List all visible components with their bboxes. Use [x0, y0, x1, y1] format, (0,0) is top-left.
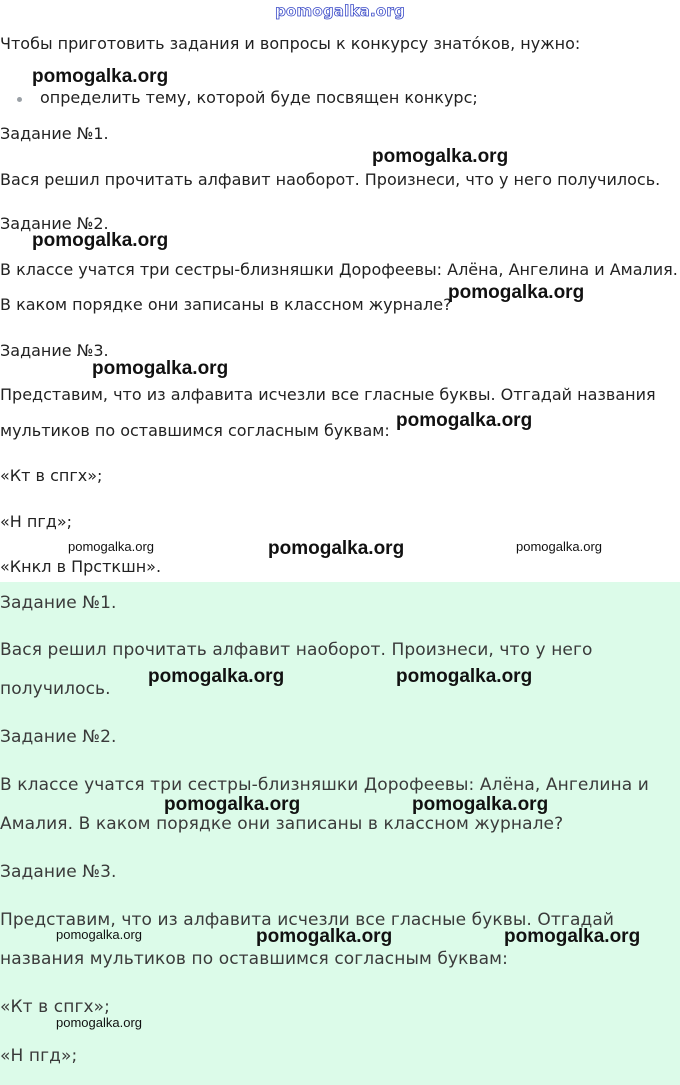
cartoon-3: «Кнкл в Прсткшн».: [0, 557, 162, 576]
green-task2-text-line2: Амалия. В каком порядке они записаны в классном журнале?: [0, 814, 564, 834]
task3-text-line2: мультиков по оставшимся согласным буквам:: [0, 421, 390, 440]
green-task2-title: Задание №2.: [0, 727, 117, 747]
bullet-dot: [17, 97, 22, 102]
watermark: pomogalka.org: [504, 926, 641, 947]
task3-text-line1: Представим, что из алфавита исчезли все гласные буквы. Отгадай названия: [0, 385, 656, 404]
green-task3-title: Задание №3.: [0, 862, 117, 882]
green-task1-text-line2: получилось.: [0, 679, 111, 699]
task2-text-line1: В классе учатся три сестры-близняшки Дорофеевы: Алёна, Ангелина и Амалия.: [0, 260, 678, 279]
intro-text: Чтобы приготовить задания и вопросы к конкурсу знатóков, нужно:: [0, 34, 581, 53]
green-task2-text-line1: В классе учатся три сестры-близняшки Дорофеевы: Алёна, Ангелина и: [0, 775, 649, 795]
watermark: pomogalka.org: [448, 282, 585, 303]
task2-title: Задание №2.: [0, 214, 109, 233]
task1-title: Задание №1.: [0, 124, 109, 143]
green-cartoon-2: «Н пгд»;: [0, 1046, 78, 1066]
watermark: pomogalka.org: [396, 410, 533, 431]
watermark: pomogalka.org: [396, 666, 533, 687]
watermark: pomogalka.org: [68, 539, 154, 554]
task3-title: Задание №3.: [0, 341, 109, 360]
watermark: pomogalka.org: [56, 1015, 142, 1030]
watermark: pomogalka.org: [32, 66, 169, 87]
green-task1-text-line1: Вася решил прочитать алфавит наоборот. Произнеси, что у него: [0, 640, 593, 660]
task1-text: Вася решил прочитать алфавит наоборот. Произнеси, что у него получилось.: [0, 170, 661, 189]
cartoon-1: «Кт в спгх»;: [0, 466, 103, 485]
header-watermark: pomogalka.org: [275, 2, 405, 20]
task2-text-line2: В каком порядке они записаны в классном журнале?: [0, 295, 452, 314]
watermark: pomogalka.org: [92, 358, 229, 379]
green-task1-title: Задание №1.: [0, 593, 117, 613]
watermark: pomogalka.org: [516, 539, 602, 554]
watermark: pomogalka.org: [148, 666, 285, 687]
watermark: pomogalka.org: [32, 230, 169, 251]
green-task3-text-line2: названия мультиков по оставшимся согласным буквам:: [0, 949, 508, 969]
watermark: pomogalka.org: [412, 794, 549, 815]
bullet-item: определить тему, которой буде посвящен конкурс;: [40, 88, 478, 107]
cartoon-2: «Н пгд»;: [0, 512, 73, 531]
watermark: pomogalka.org: [164, 794, 301, 815]
answer-block: [0, 582, 680, 1085]
watermark: pomogalka.org: [268, 538, 405, 559]
green-cartoon-1: «Кт в спгх»;: [0, 997, 110, 1017]
green-task3-text-line1: Представим, что из алфавита исчезли все гласные буквы. Отгадай: [0, 910, 614, 930]
watermark: pomogalka.org: [372, 146, 509, 167]
watermark: pomogalka.org: [56, 927, 142, 942]
watermark: pomogalka.org: [256, 926, 393, 947]
